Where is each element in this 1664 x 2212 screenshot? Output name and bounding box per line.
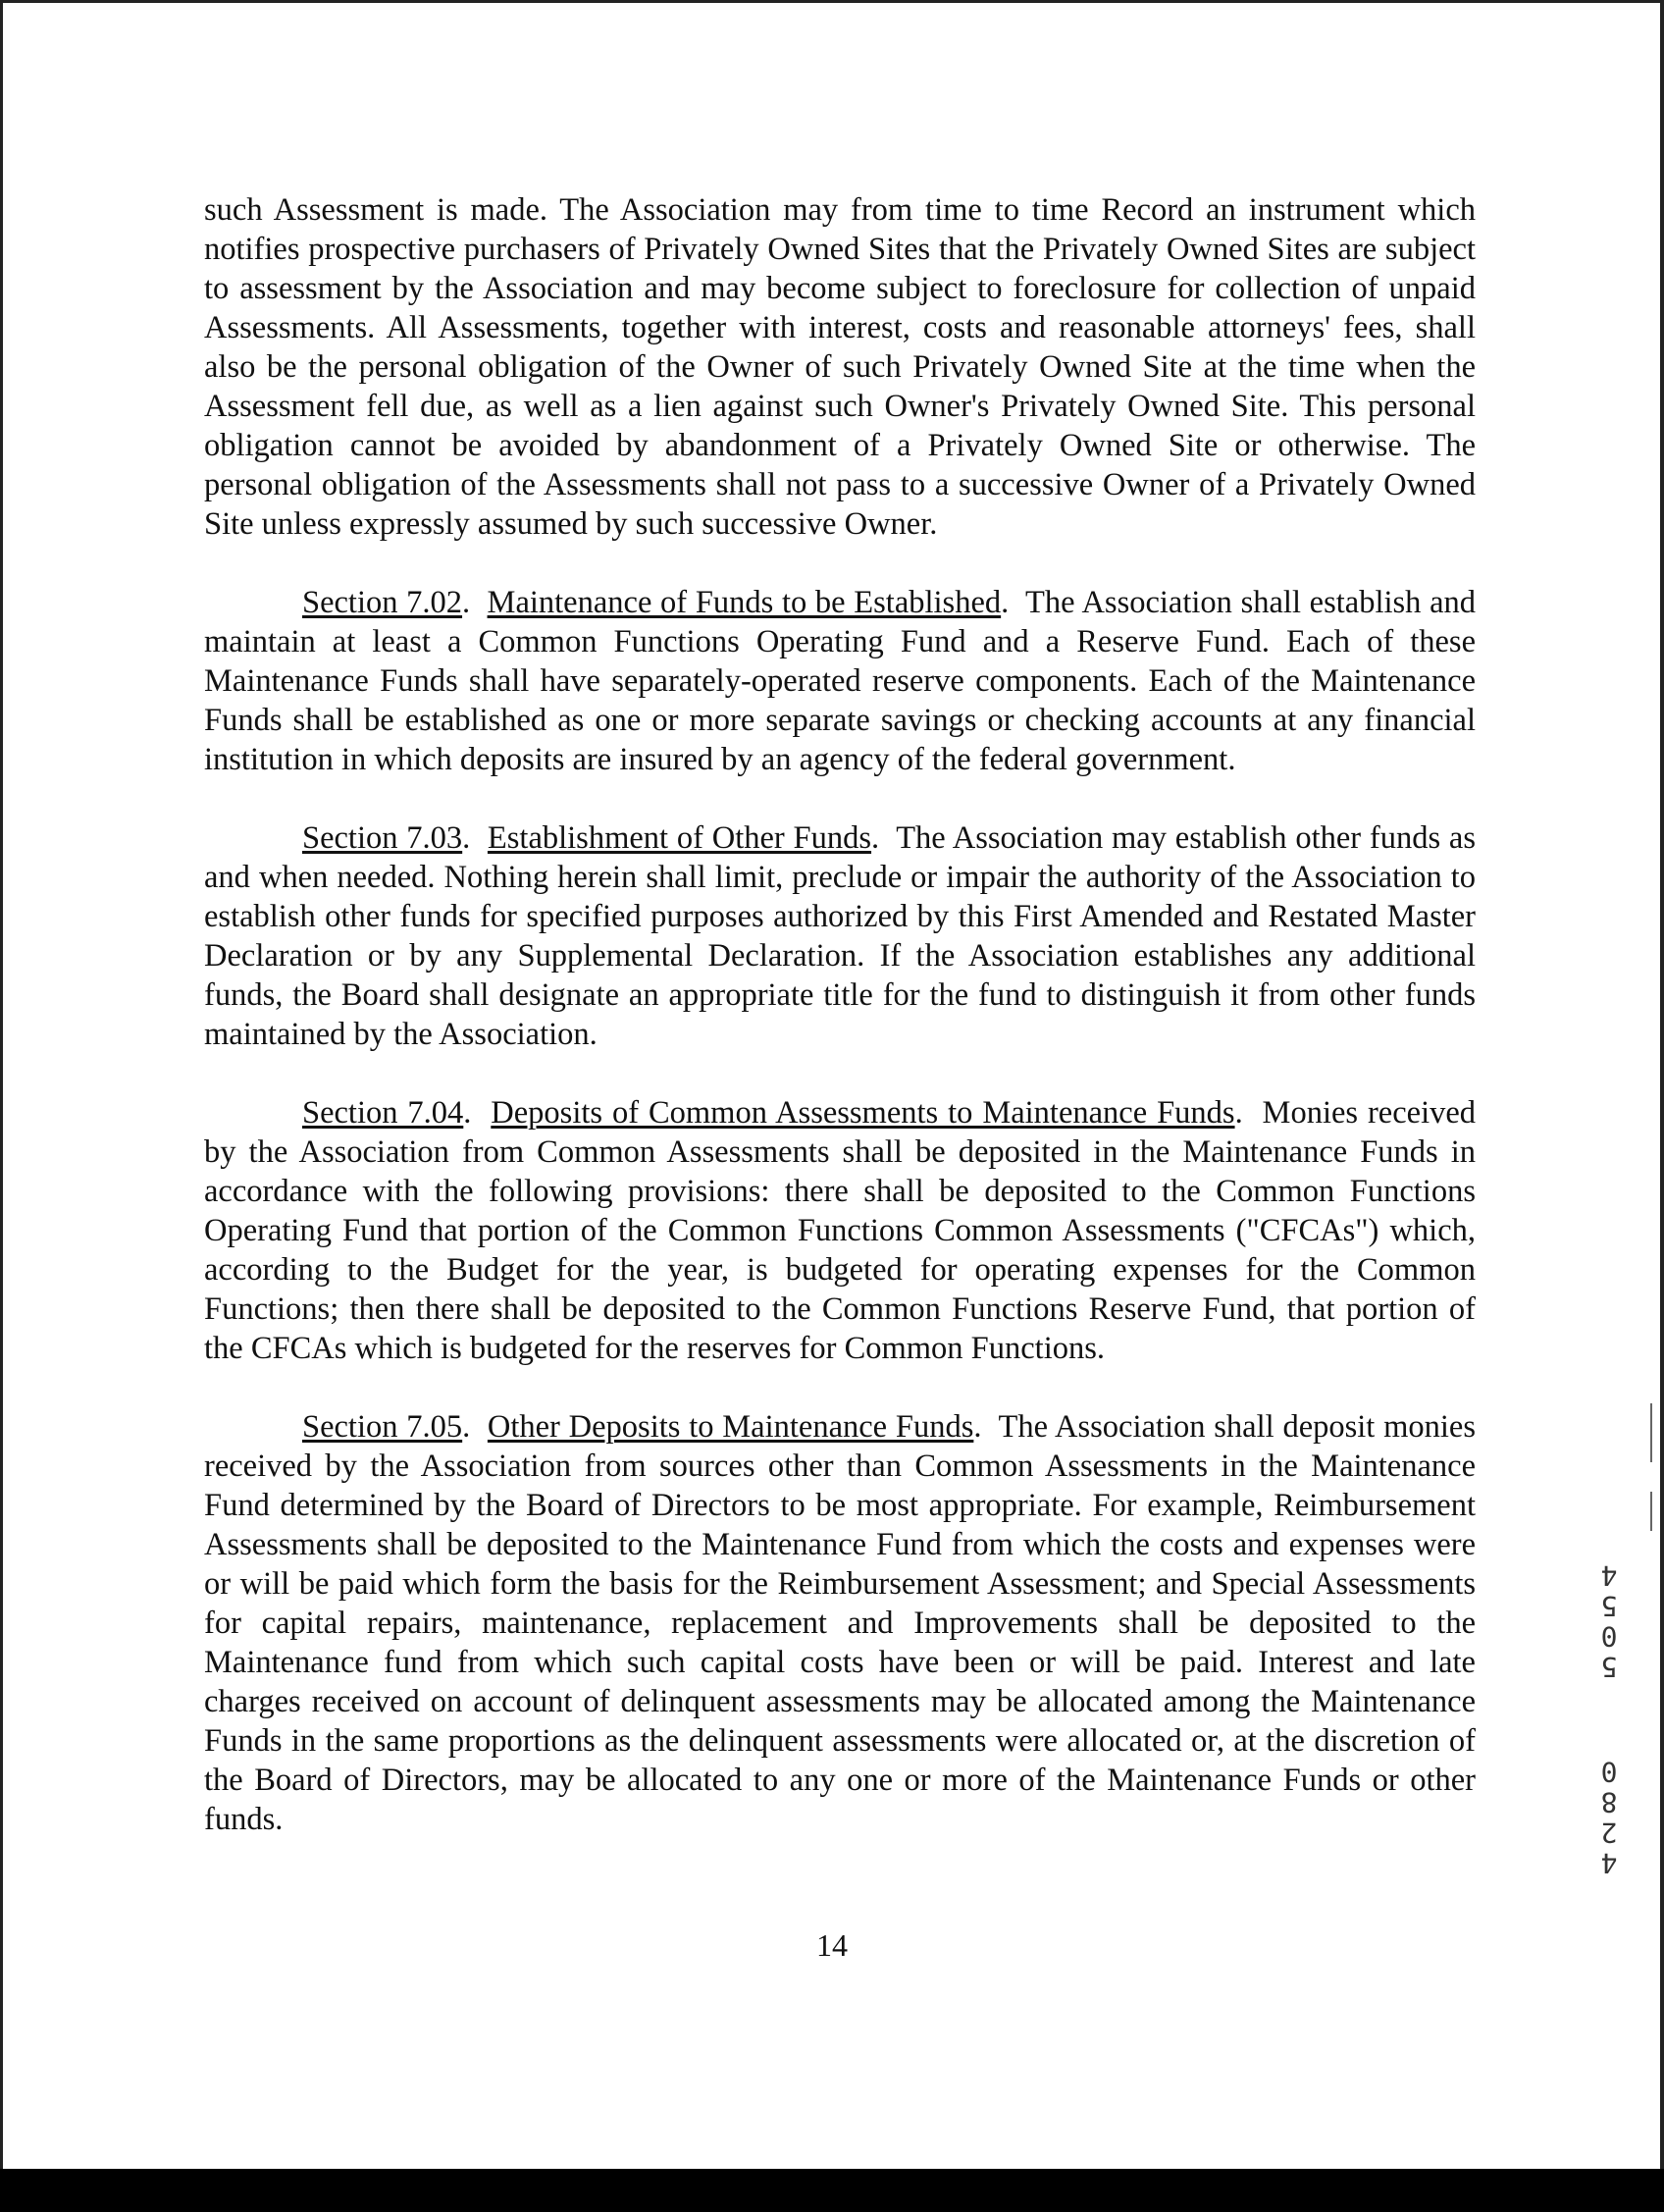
section-body: The Association shall deposit monies received by the Association from sources other than Common Assessments in the Maintenance Fund determined by the Board of Directors to be most appropriate. For example, Reimbursement Assessments shall be deposited to the Maintenance Fund from which the costs and expenses were or will be paid which form the basis for the Reimbursement Assessment; and Special Assessments for capital repairs, maintenance, replacement and Improvements shall be deposited to the Maintenance fund from which such capital costs have been or will be paid. Interest and late charges received on account of delinquent assessments may be allocated among the Maintenance Funds in the same proportions as the delinquent assessments were allocated or, at the discretion of the Board of Directors, may be allocated to any one or more of the Maintenance Funds or other funds. (204, 1409, 1476, 1837)
recording-stamp-upper: 5 0 5 4 (1600, 1559, 1618, 1683)
section-7-03: Section 7.03. Establishment of Other Funds. The Association may establish other funds as and when needed. Nothing herein shall limit, preclude or impair the authority of the Association to establish other funds for specified purposes authorized by this First Amended and Restated Master Declaration or by any Supplemental Declaration. If the Association establishes any additional funds, the Board shall designate an appropriate title for the fund to distinguish it from other funds maintained by the Association. (204, 820, 1476, 1052)
margin-mark (1650, 1403, 1652, 1462)
page-number: 14 (816, 1927, 848, 1963)
section-7-05: Section 7.05. Other Deposits to Maintenance Funds. The Association shall deposit monies received by the Association from sources other than Common Assessments in the Maintenance Fund determined by the Board of Directors to be most appropriate. For example, Reimbursement Assessments shall be deposited to the Maintenance Fund from which the costs and expenses were or will be paid which form the basis for the Reimbursement Assessment; and Special Assessments for capital repairs, maintenance, replacement and Improvements shall be deposited to the Maintenance fund from which such capital costs have been or will be paid. Interest and late charges received on account of delinquent assessments may be allocated among the Maintenance Funds in the same proportions as the delinquent assessments were allocated or, at the discretion of the Board of Directors, may be allocated to any one or more of the Maintenance Funds or other funds. (204, 1409, 1476, 1837)
scan-border-top (0, 0, 1664, 3)
section-body: Monies received by the Association from Common Assessments shall be deposited in the Maintenance Funds in accordance with the following provisions: there shall be deposited to the Common Functions Operating Fund that portion of the Common Functions Common Assessments ("CFCAs") which, according to the Budget for the year, is budgeted for operating expenses for the Common Functions; then there shall be deposited to the Common Functions Reserve Fund, that portion of the CFCAs which is budgeted for the reserves for Common Functions. (204, 1095, 1477, 1366)
scan-border-left (0, 0, 3, 2169)
section-7-04: Section 7.04. Deposits of Common Assessments to Maintenance Funds. Monies received by the Association from Common Assessments shall be deposited in the Maintenance Funds in accordance with the following provisions: there shall be deposited to the Common Functions Operating Fund that portion of the Common Functions Common Assessments ("CFCAs") which, according to the Budget for the year, is budgeted for operating expenses for the Common Functions; then there shall be deposited to the Common Functions Reserve Fund, that portion of the CFCAs which is budgeted for the reserves for Common Functions. (204, 1095, 1477, 1366)
intro-paragraph: such Assessment is made. The Association may from time to time Record an instrument which notifies prospective purchasers of Privately Owned Sites that the Privately Owned Sites are subject to assessment by the Association and may become subject to foreclosure for collection of unpaid Assessments. All Assessments, together with interest, costs and reasonable attorneys' fees, shall also be the personal obligation of the Owner of such Privately Owned Site at the time when the Assessment fell due, as well as a lien against such Owner's Privately Owned Site. This personal obligation cannot be avoided by abandonment of a Privately Owned Site or otherwise. The personal obligation of the Assessments shall not pass to a successive Owner of a Privately Owned Site unless expressly assumed by such successive Owner. (204, 192, 1476, 542)
section-7-02: Section 7.02. Maintenance of Funds to be Established. The Association shall establish and maintain at least a Common Functions Operating Fund and a Reserve Fund. Each of these Maintenance Funds shall have separately-operated reserve components. Each of the Maintenance Funds shall be established as one or more separate savings or checking accounts at any financial institution in which deposits are insured by an agency of the federal government. (204, 585, 1477, 777)
section-title: Maintenance of Funds to be Established (487, 585, 1002, 620)
recording-stamp-lower: 4 2 8 0 (1600, 1756, 1618, 1879)
section-title: Deposits of Common Assessments to Maintenance Funds (491, 1095, 1235, 1131)
section-body: The Association may establish other funds as and when needed. Nothing herein shall limit, preclude or impair the authority of the Association to establish other funds for specified purposes authorized by this First Amended and Restated Master Declaration or by any Supplemental Declaration. If the Association establishes any additional funds, the Board shall designate an appropriate title for the fund to distinguish it from other funds maintained by the Association. (204, 820, 1476, 1052)
section-number: Section 7.03 (302, 820, 463, 856)
margin-mark (1650, 1492, 1652, 1531)
section-number: Section 7.05 (302, 1409, 463, 1445)
section-number: Section 7.02 (302, 585, 463, 620)
section-number: Section 7.04 (302, 1095, 464, 1131)
document-body (204, 190, 1476, 1878)
scan-border-bottom (0, 2169, 1664, 2212)
section-title: Other Deposits to Maintenance Funds (487, 1409, 974, 1445)
section-body: The Association shall establish and maintain at least a Common Functions Operating Fund and a Reserve Fund. Each of these Maintenance Funds shall have separately-operated reserve components. Each of the Maintenance Funds shall be established as one or more separate savings or checking accounts at any financial institution in which deposits are insured by an agency of the federal government. (204, 585, 1477, 777)
section-title: Establishment of Other Funds (487, 820, 872, 856)
scan-border-right (1660, 0, 1664, 2169)
